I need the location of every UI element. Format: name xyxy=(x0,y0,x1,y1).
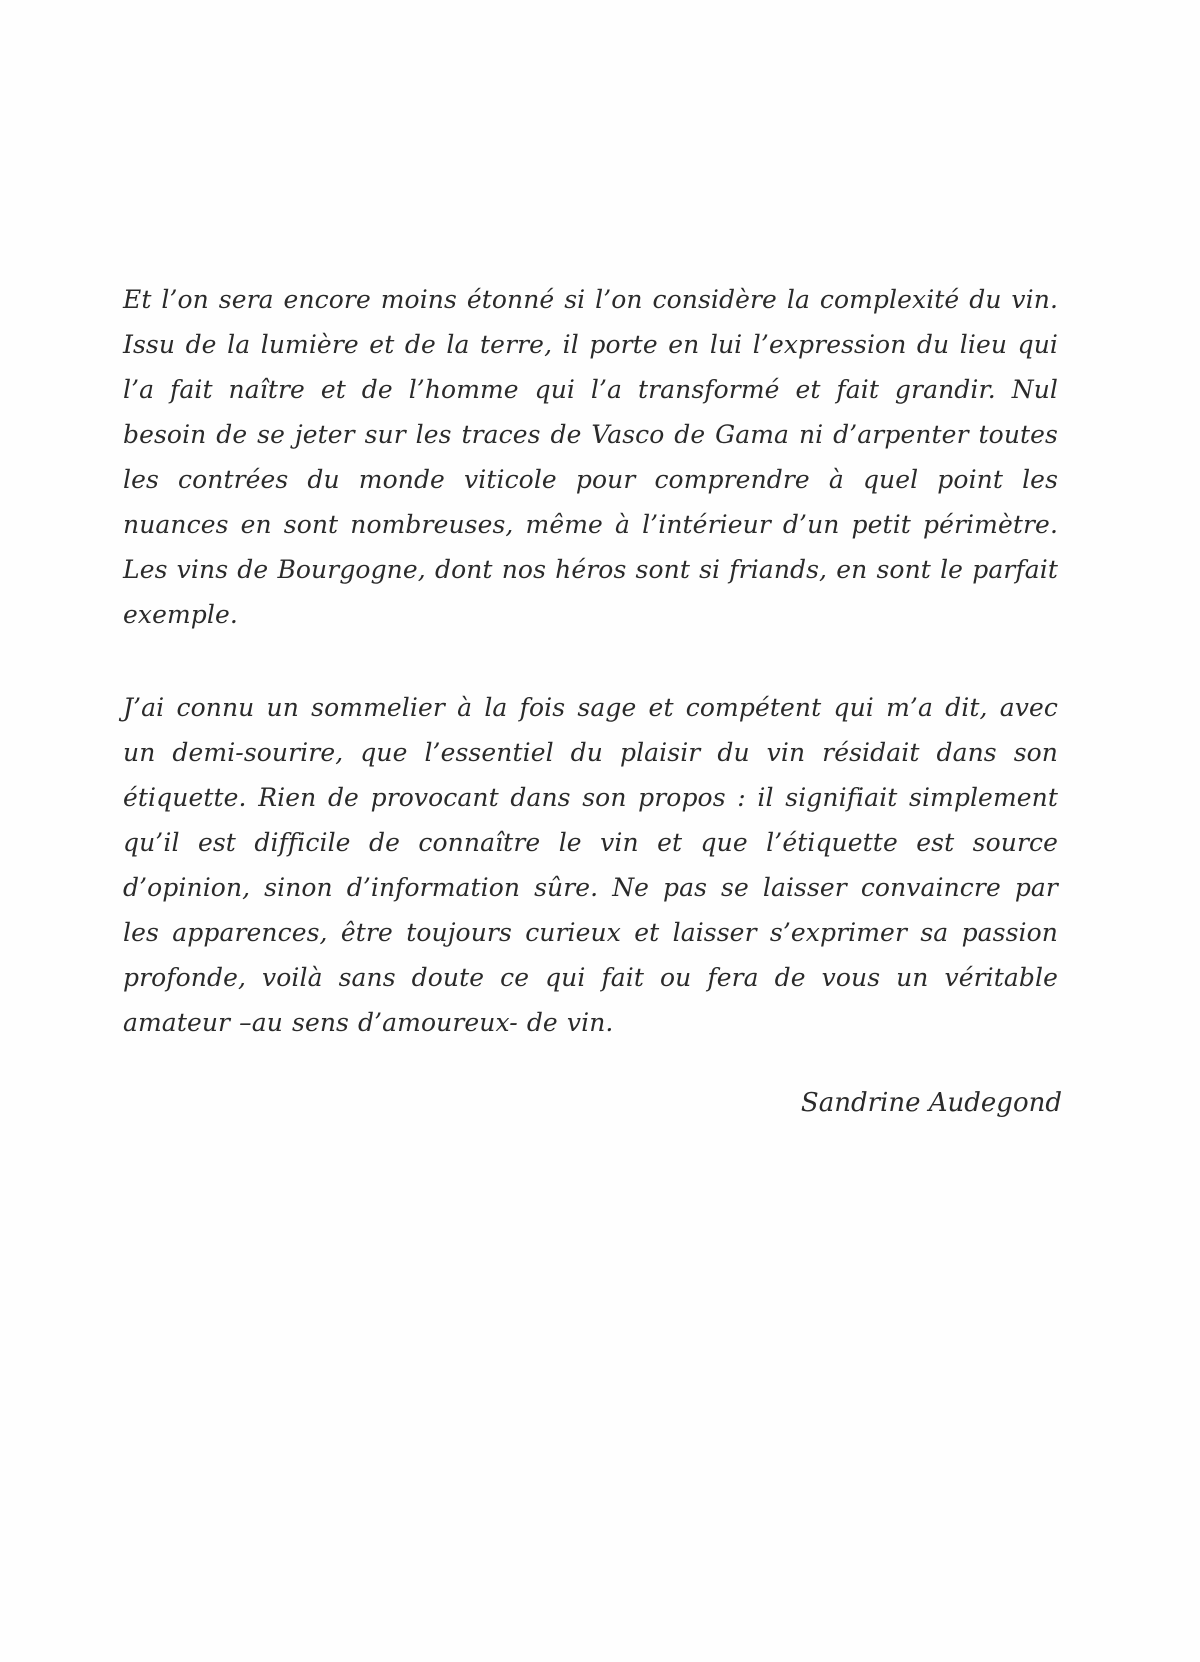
author-signature: Sandrine Audegond xyxy=(800,1088,1062,1118)
paragraph-wine-complexity: Et l’on sera encore moins étonné si l’on considère la complexité du vin. Issu de la lumière et de la terre, il porte en lui l’expression du lieu qui l’a fait naître et de l’homme qui l’a transformé et fait grandir. Nul besoin de se jeter sur les traces de Vasco de Gama ni d’arpenter toutes les contrées du monde viticole pour comprendre à quel point les nuances en sont nombreuses, même à l’intérieur d’un petit périmètre. Les vins de Bourgogne, dont nos héros sont si friands, en sont le parfait exemple. xyxy=(123,285,1058,629)
paragraph-sommelier: J’ai connu un sommelier à la fois sage et compétent qui m’a dit, avec un demi-sourire, que l’essentiel du plaisir du vin résidait dans son étiquette. Rien de provocant dans son propos : il signifiait simplement qu’il est difficile de connaître le vin et que l’étiquette est source d’opinion, sinon d’information sûre. Ne pas se laisser convaincre par les apparences, être toujours curieux et laisser s’exprimer sa passion profonde, voilà sans doute ce qui fait ou fera de vous un véritable amateur –au sens d’amoureux- de vin. xyxy=(123,693,1058,1037)
